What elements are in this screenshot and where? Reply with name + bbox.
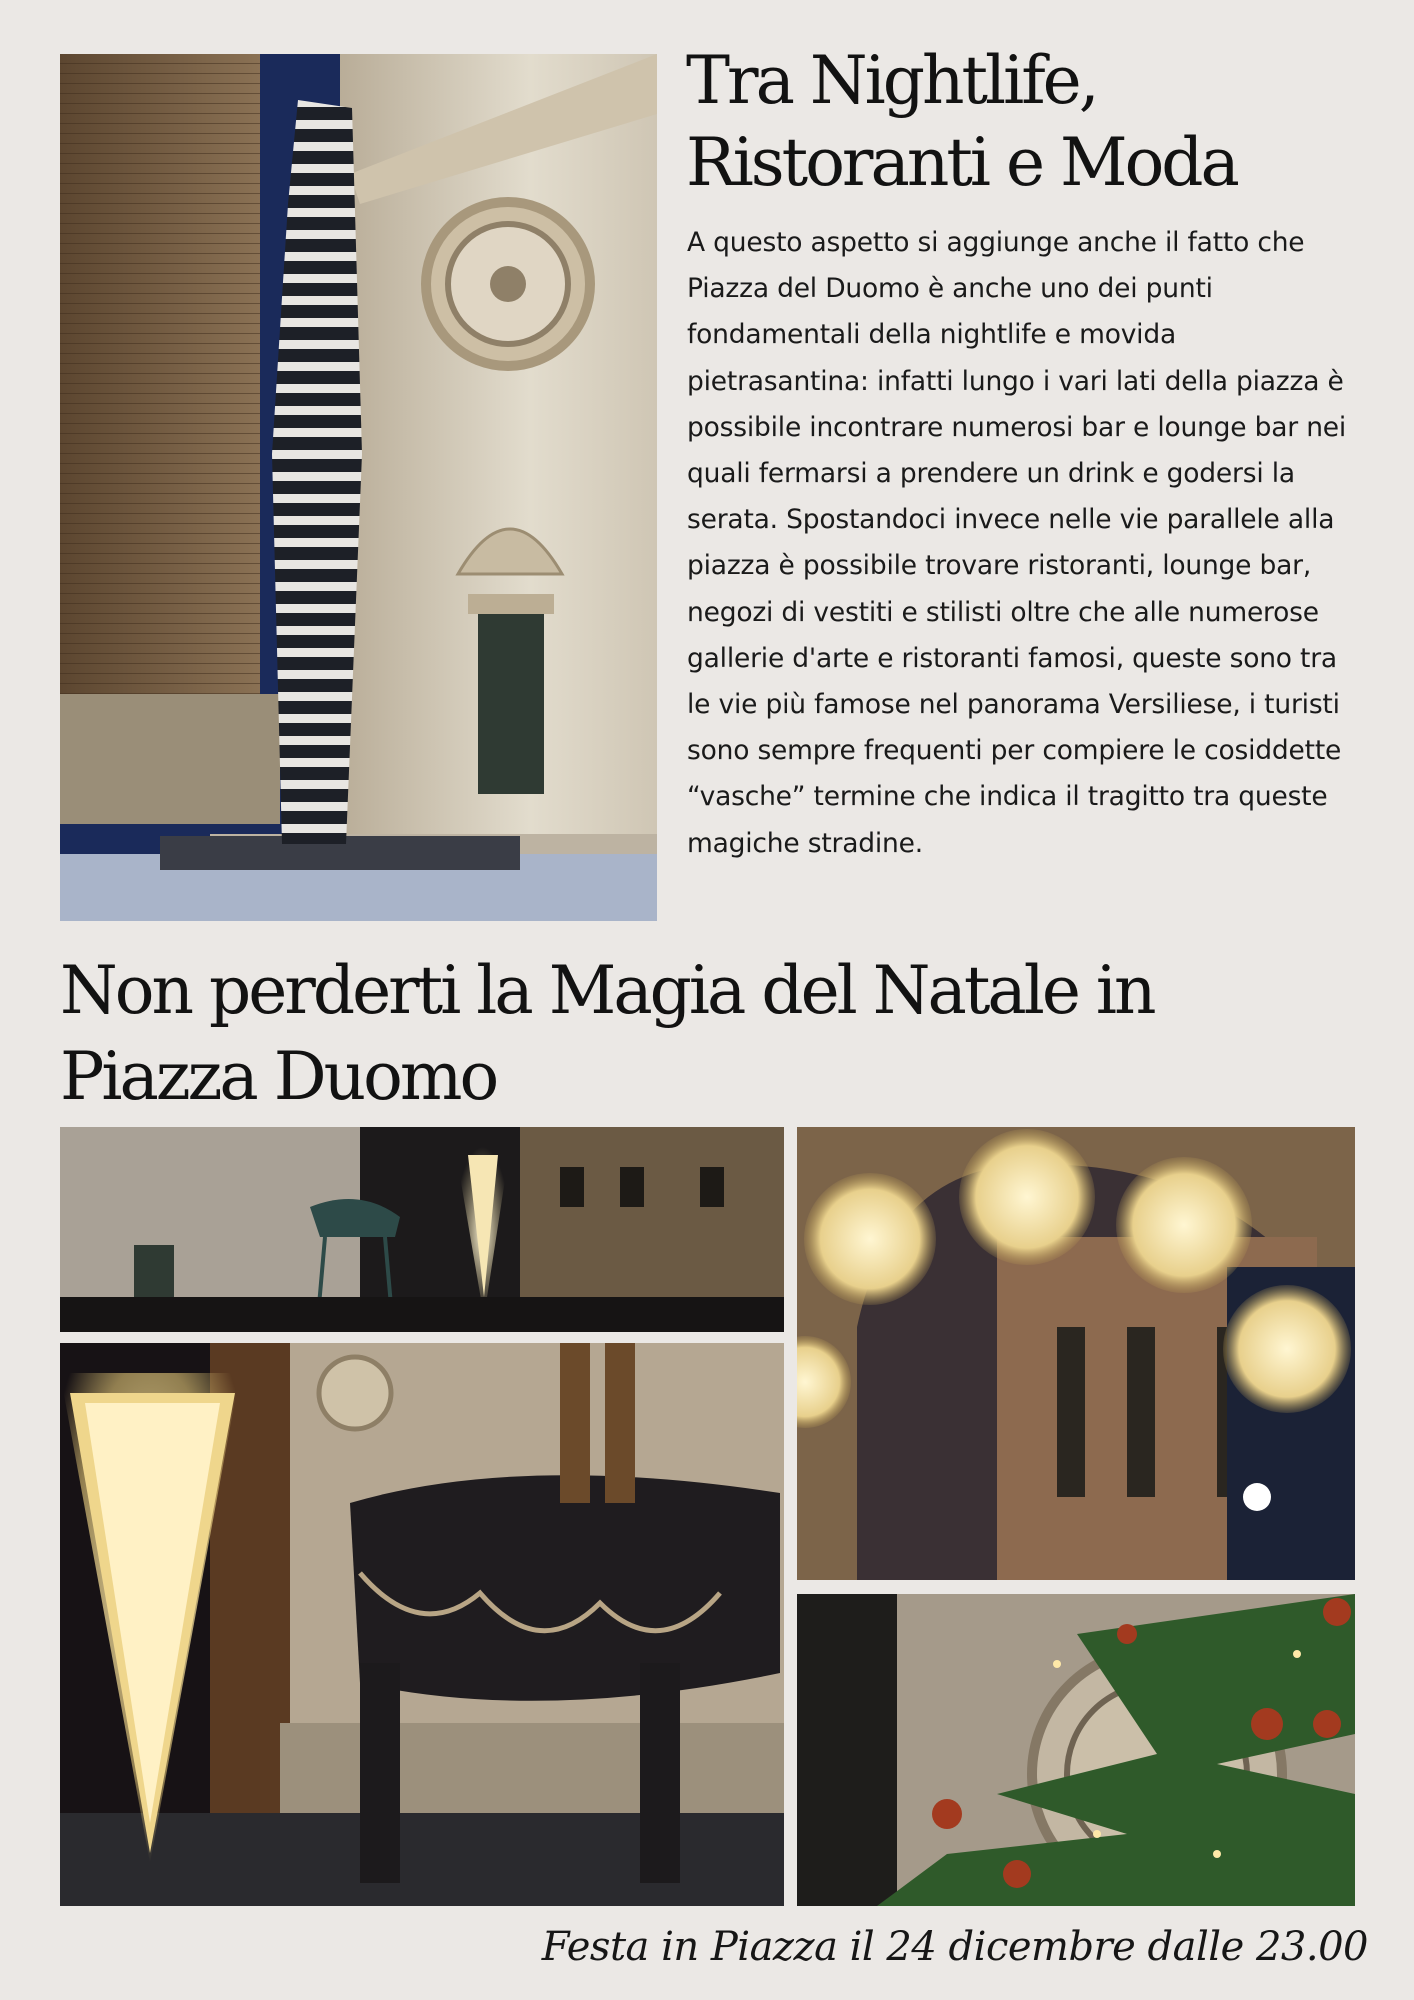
event-caption: Festa in Piazza il 24 dicembre dalle 23.00 bbox=[541, 1924, 1368, 1970]
photo-light-spheres bbox=[797, 1127, 1355, 1580]
section-title-christmas: Non perderti la Magia del Natale in Piazza Duomo bbox=[60, 952, 1154, 1115]
photo-cathedral-sculpture bbox=[60, 54, 657, 921]
photo-christmas-crowd bbox=[60, 1127, 784, 1332]
photo-light-cone-sculpture bbox=[60, 1343, 784, 1906]
section-body-nightlife: A questo aspetto si aggiunge anche il fatto che Piazza del Duomo è anche uno dei punti fondamentali della nightlife e movida pietrasantina: infatti lungo i vari lati della piazza è possibile incontrare numerosi bar e lounge bar nei quali fermarsi a prendere un drink e godersi la serata. Spostandoci invece nelle vie parallele alla piazza è possibile trovare ristoranti, lounge bar, negozi di vestiti e stilisti oltre che alle numerose gallerie d'arte e ristoranti famosi, queste sono tra le vie più famose nel panorama Versiliese, i turisti sono sempre frequenti per compiere le cosiddette “vasche” termine che indica il tragitto tra queste magiche stradine. bbox=[687, 227, 1347, 859]
section-title-nightlife: Tra Nightlife, Ristoranti e Moda bbox=[686, 42, 1237, 201]
photo-christmas-tree-window bbox=[797, 1594, 1355, 1906]
